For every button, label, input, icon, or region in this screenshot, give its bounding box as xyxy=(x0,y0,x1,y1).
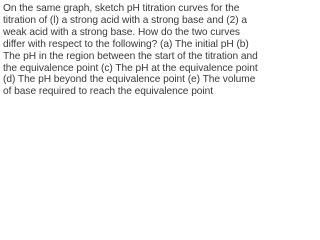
question-card xyxy=(0,0,261,98)
question-text: On the same graph, sketch pH titration curves for the titration of (l) a strong acid with a strong base and (2) a weak acid with a strong base. How do the two curves differ with respect to the following? (a) The initial pH (b) The pH in the region between the start of the titration and the equivalence point (c) The pH at the equivalence point (d) The pH beyond the equivalence point (e) The volume of base required to reach the equivalence point xyxy=(3,3,258,98)
